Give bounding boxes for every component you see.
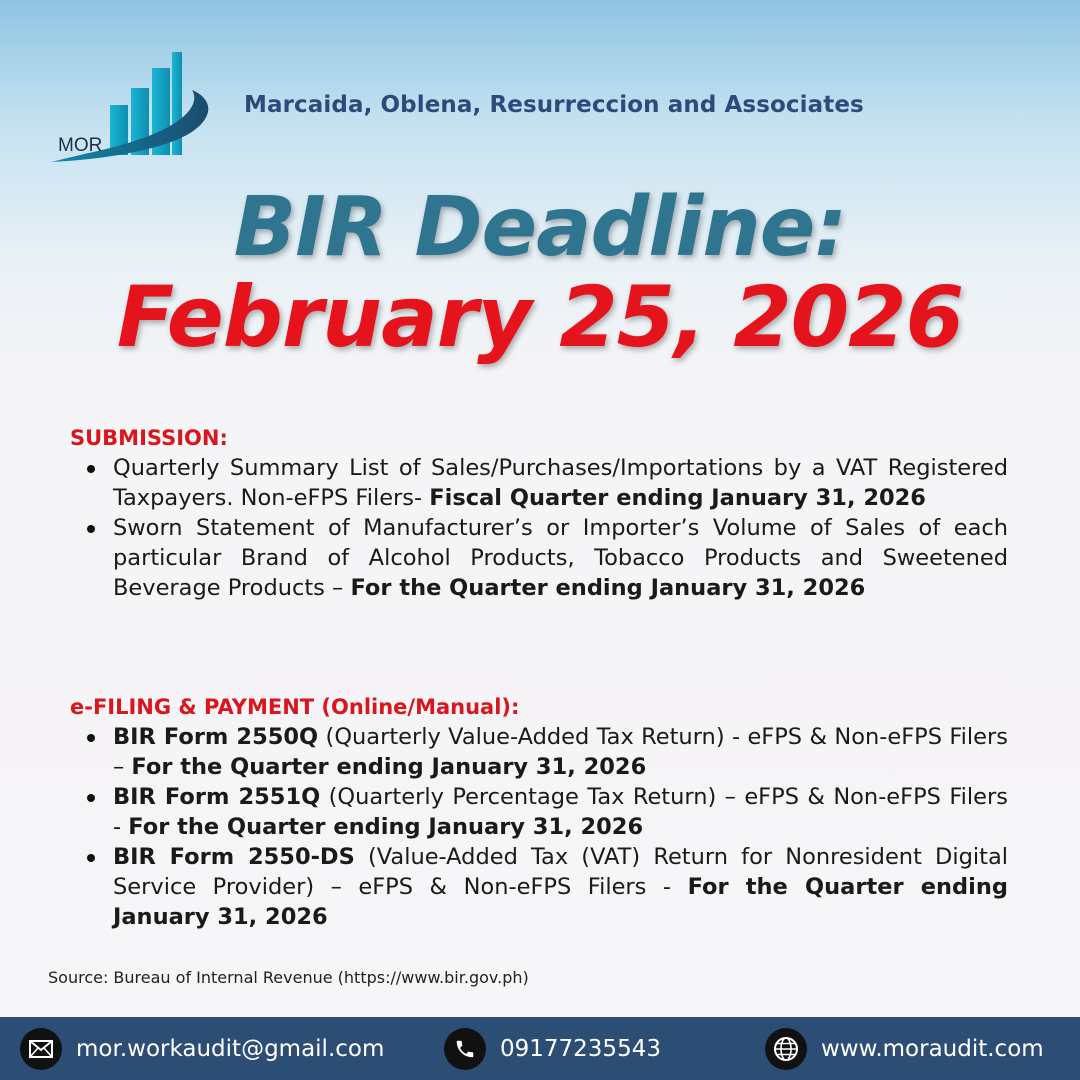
item-deadline: For the Quarter ending January 31, 2026 [350, 575, 866, 601]
firm-logo [50, 50, 215, 165]
logo-text: MOR [58, 135, 103, 156]
mail-icon [20, 1028, 62, 1070]
list-item [70, 722, 1008, 782]
item-deadline: For the Quarter ending January 31, 2026 [131, 754, 647, 780]
item-deadline: Fiscal Quarter ending January 31, 2026 [429, 485, 926, 511]
submission-title: SUBMISSION: [70, 426, 228, 450]
form-name: BIR Form 2550Q [113, 724, 319, 750]
website-contact[interactable] [765, 1027, 1044, 1071]
phone-contact[interactable] [444, 1027, 661, 1071]
item-text: (Quarterly Value-Added Tax Return) - eFPS & Non-eFPS Filers – [113, 724, 1008, 780]
headline-date: February 25, 2026 [116, 268, 964, 366]
globe-icon [765, 1028, 807, 1070]
form-name: BIR Form 2551Q [113, 784, 321, 810]
item-deadline: For the Quarter ending January 31, 2026 [113, 874, 1008, 930]
efiling-section [70, 692, 1008, 932]
list-item [70, 782, 1008, 842]
form-name: BIR Form 2550-DS [113, 844, 355, 870]
item-text: (Quarterly Percentage Tax Return) – eFPS & Non-eFPS Filers - [113, 784, 1008, 840]
efiling-title: e-FILING & PAYMENT (Online/Manual): [70, 695, 520, 719]
email-contact[interactable] [20, 1027, 384, 1071]
item-text: (Value-Added Tax (VAT) Return for Nonresident Digital Service Provider) – eFPS & Non-eFPS Filers - [113, 844, 1009, 900]
phone-icon [444, 1028, 486, 1070]
website-text[interactable]: www.moraudit.com [821, 1036, 1044, 1062]
list-item [70, 513, 1008, 603]
source-note: Source: Bureau of Internal Revenue (https://www.bir.gov.ph) [48, 968, 529, 987]
phone-text[interactable]: 09177235543 [500, 1036, 661, 1062]
item-text: Quarterly Summary List of Sales/Purchases/Importations by a VAT Registered Taxpayers. Non-eFPS Filers- [113, 455, 1008, 511]
list-item [70, 453, 1008, 513]
firm-name: Marcaida, Oblena, Resurreccion and Associates [244, 92, 864, 118]
headline-title: BIR Deadline: [233, 180, 847, 275]
item-deadline: For the Quarter ending January 31, 2026 [128, 814, 644, 840]
contact-footer [0, 1017, 1080, 1080]
email-text[interactable]: mor.workaudit@gmail.com [76, 1036, 385, 1062]
item-text: Sworn Statement of Manufacturer’s or Importer’s Volume of Sales of each particular Brand of Alcohol Products, Tobacco Products and Sweetened Beverage Products – [113, 515, 1008, 601]
submission-section [70, 423, 1008, 603]
list-item [70, 842, 1008, 932]
